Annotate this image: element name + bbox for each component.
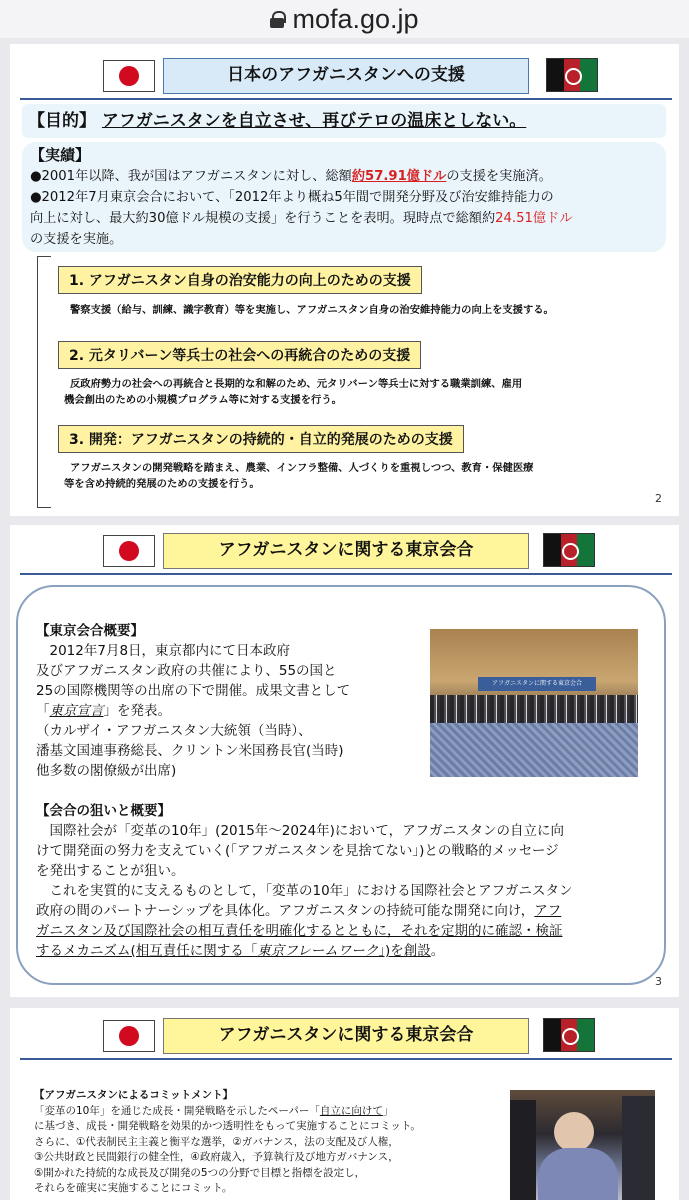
aims-line-5-text: 政府の間のパートナーシップを具体化。アフガニスタンの持続可能な開発に向け， [36, 903, 535, 919]
results-label: 【実績】 [30, 146, 91, 164]
support-item-1 [58, 266, 668, 316]
aims-line-7-tail: 」)を創設 [378, 943, 431, 959]
decl-close: 」を発表。 [103, 703, 171, 719]
aims-line-3: を発出することが狙い。 [36, 863, 185, 879]
afghanistan-flag-icon [543, 533, 595, 567]
meeting-photo [510, 1090, 655, 1200]
support-item-1-desc: 警察支援（給与、訓練、識字教育）等を実施し、アフガニスタン自身の治安維持能力の向上を支援する。 [70, 304, 554, 316]
commitment-section [34, 1088, 504, 1197]
result-1-amount: 約57.91億ドル [351, 169, 447, 184]
support-item-2-heading: 2. 元タリバーン等兵士の社会への再統合のための支援 [58, 341, 421, 369]
attend-line-3: 他多数の閣僚級が出席) [36, 763, 177, 779]
slide-3-title: アフガニスタンに関する東京会合 [163, 1018, 529, 1054]
purpose-label: 【目的】 [28, 111, 96, 131]
conference-photo [430, 629, 638, 777]
slide-3 [10, 1008, 679, 1200]
overview-line-2: 及びアフガニスタン政府の共催により、55の国と [36, 663, 337, 679]
declaration-line [36, 701, 431, 721]
decl-open: 「 [36, 703, 50, 719]
tokyo-declaration-link[interactable]: 東京宣言 [49, 703, 104, 719]
commit-line-6: それらを確実に実施することにコミット。 [34, 1182, 233, 1194]
japan-flag-icon [103, 60, 155, 92]
commit-line-5: ⑤開かれた持続的な成長及び開発の5つの分野で目標と指標を設定し， [34, 1166, 366, 1179]
page-number: 2 [655, 492, 662, 505]
overview-line-1: 2012年7月8日，東京都内にて日本政府 [36, 643, 291, 659]
overview-label: 【東京会合概要】 [36, 623, 144, 639]
support-item-2-desc-1: 反政府勢力の社会への再統合と長期的な和解のため、元タリバーン等兵士に対する職業訓練、雇用 [70, 378, 523, 390]
aims-section [36, 801, 656, 961]
aims-label: 【会合の狙いと概要】 [36, 803, 171, 819]
result-line-2: ●2012年7月東京会合において、「2012年より概ね5年間で開発分野及び治安維持能力の [30, 190, 554, 205]
purpose-box [22, 104, 666, 138]
commit-line-1 [34, 1104, 504, 1120]
slide-2 [10, 525, 679, 997]
commit-line-2: に基づき、成長・開発戦略を効果的かつ透明性をもって実施することにコミット。 [34, 1120, 421, 1132]
japan-flag-icon [103, 1020, 155, 1052]
lock-icon [270, 11, 284, 28]
commit-line-1-text: 「変革の10年」を通じた成長・開発戦略を示したペーパー「 [34, 1104, 320, 1117]
url-text[interactable]: mofa.go.jp [292, 3, 419, 34]
result-2-text: 向上に対し、最大約30億ドル規模の支援」を行うことを表明。現時点で総額約 [30, 211, 496, 226]
result-2-amount: 24.51億ドル [495, 211, 573, 226]
support-item-3 [58, 425, 668, 492]
commitment-label: 【アフガニスタンによるコミットメント】 [34, 1089, 234, 1101]
result-line-4: の支援を実施。 [30, 232, 123, 247]
attend-line-2: 潘基文国連事務総長、クリントン米国務長官(当時) [36, 743, 344, 759]
tokyo-framework-link[interactable]: 東京フレームワーク [257, 943, 379, 959]
slide-1-title: 日本のアフガニスタンへの支援 [163, 58, 529, 94]
purpose-text: アフガニスタンを自立させ、再びテロの温床としない。 [101, 111, 527, 131]
result-1-text: ●2001年以降、我が国はアフガニスタンに対し、総額 [30, 169, 352, 184]
aims-line-5-underlined: アフ [534, 903, 562, 919]
commit-line-1-tail: 」 [382, 1104, 394, 1117]
items-bracket [37, 256, 51, 508]
page-number: 3 [655, 975, 662, 988]
browser-url-bar[interactable] [0, 0, 689, 38]
commit-line-3: さらに、①代表制民主主義と衡平な選挙，②ガバナンス，法の支配及び人権， [34, 1135, 399, 1148]
support-item-3-desc-2: 等を含め持続的発展のための支援を行う。 [64, 478, 260, 490]
slide-2-title: アフガニスタンに関する東京会合 [163, 533, 529, 569]
photo-banner: アフガニスタンに関する東京会合 [478, 677, 596, 691]
title-divider [20, 1058, 672, 1060]
aims-line-7-text: するメカニズム(相互責任に関する「 [36, 943, 258, 959]
aims-line-4: これを実質的に支えるものとして，「変革の10年」における国際社会とアフガニスタン [36, 883, 573, 899]
aims-line-5 [36, 901, 656, 921]
aims-line-6: ガニスタン及び国際社会の相互責任を明確化するとともに，それを定期的に確認・検証 [36, 923, 563, 939]
aims-line-2: けて開発面の努力を支えていく(「アフガニスタンを見捨てない」)との戦略的メッセージ [36, 843, 559, 859]
support-item-2 [58, 341, 668, 408]
overview-line-3: 25の国際機関等の出席の下で開催。成果文書として [36, 683, 351, 699]
slide-1 [10, 44, 679, 516]
title-divider [20, 573, 672, 575]
aims-line-7-end: 。 [430, 943, 445, 959]
support-item-1-heading: 1. アフガニスタン自身の治安能力の向上のための支援 [58, 266, 422, 294]
result-1-tail: の支援を実施済。 [446, 169, 552, 184]
overview-section [36, 621, 431, 781]
support-item-2-desc-2: 機会創出のための小規模プログラム等に対する支援を行う。 [64, 394, 342, 406]
result-line-3 [30, 208, 666, 229]
self-reliance-link[interactable]: 自立に向けて [319, 1104, 383, 1117]
support-item-3-heading: 3. 開発：アフガニスタンの持続的・自立的発展のための支援 [58, 425, 464, 453]
results-box [22, 142, 666, 252]
attend-line-1: （カルザイ・アフガニスタン大統領（当時）、 [36, 723, 312, 739]
aims-line-7 [36, 941, 656, 961]
commit-line-4: ③公共財政と民間銀行の健全性，④政府歳入，予算執行及び地方ガバナンス， [34, 1151, 399, 1163]
result-line-1 [30, 166, 666, 187]
japan-flag-icon [103, 535, 155, 567]
aims-line-1: 国際社会が「変革の10年」(2015年～2024年)において，アフガニスタンの自立に向 [36, 823, 565, 839]
title-divider [20, 98, 672, 100]
support-item-3-desc-1: アフガニスタンの開発戦略を踏まえ、農業、インフラ整備、人づくりを重視しつつ、教育・保健医療 [70, 462, 534, 474]
afghanistan-flag-icon [546, 58, 598, 92]
afghanistan-flag-icon [543, 1018, 595, 1052]
